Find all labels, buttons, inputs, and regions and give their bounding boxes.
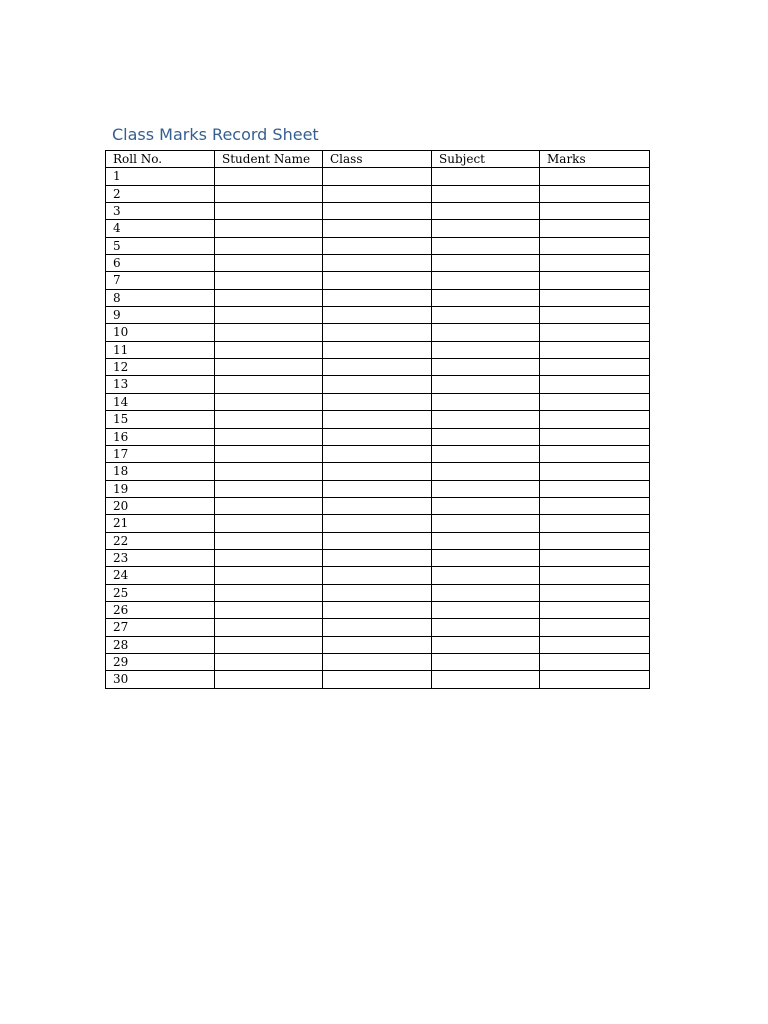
subject-cell: [432, 185, 540, 202]
table-row: [106, 393, 650, 410]
table-row: [106, 376, 650, 393]
class-cell: [323, 220, 432, 237]
marks-cell: [540, 203, 650, 220]
student-name-cell: [215, 515, 323, 532]
subject-cell: [432, 532, 540, 549]
header-subject: Subject: [432, 151, 540, 168]
marks-cell: [540, 636, 650, 653]
class-cell: [323, 480, 432, 497]
roll-no-cell: 14: [106, 393, 215, 410]
roll-no-cell: 10: [106, 324, 215, 341]
class-cell: [323, 341, 432, 358]
subject-cell: [432, 463, 540, 480]
marks-cell: [540, 237, 650, 254]
student-name-cell: [215, 341, 323, 358]
marks-cell: [540, 376, 650, 393]
table-row: [106, 480, 650, 497]
table-row: [106, 515, 650, 532]
student-name-cell: [215, 497, 323, 514]
table-row: [106, 220, 650, 237]
class-cell: [323, 584, 432, 601]
class-cell: [323, 237, 432, 254]
class-cell: [323, 255, 432, 272]
subject-cell: [432, 584, 540, 601]
student-name-cell: [215, 393, 323, 410]
student-name-cell: [215, 289, 323, 306]
marks-cell: [540, 653, 650, 670]
student-name-cell: [215, 671, 323, 688]
roll-no-cell: 19: [106, 480, 215, 497]
header-student-name: Student Name: [215, 151, 323, 168]
student-name-cell: [215, 168, 323, 185]
subject-cell: [432, 393, 540, 410]
subject-cell: [432, 671, 540, 688]
table-row: [106, 636, 650, 653]
roll-no-cell: 6: [106, 255, 215, 272]
marks-cell: [540, 220, 650, 237]
student-name-cell: [215, 549, 323, 566]
class-cell: [323, 324, 432, 341]
table-row: [106, 324, 650, 341]
student-name-cell: [215, 255, 323, 272]
student-name-cell: [215, 445, 323, 462]
table-row: [106, 601, 650, 618]
header-roll-no: Roll No.: [106, 151, 215, 168]
subject-cell: [432, 289, 540, 306]
subject-cell: [432, 237, 540, 254]
roll-no-cell: 15: [106, 411, 215, 428]
class-cell: [323, 203, 432, 220]
marks-cell: [540, 411, 650, 428]
class-cell: [323, 289, 432, 306]
marks-cell: [540, 307, 650, 324]
student-name-cell: [215, 307, 323, 324]
table-row: [106, 272, 650, 289]
class-cell: [323, 497, 432, 514]
header-class: Class: [323, 151, 432, 168]
class-cell: [323, 601, 432, 618]
marks-cell: [540, 480, 650, 497]
roll-no-cell: 17: [106, 445, 215, 462]
student-name-cell: [215, 359, 323, 376]
roll-no-cell: 27: [106, 619, 215, 636]
roll-no-cell: 4: [106, 220, 215, 237]
student-name-cell: [215, 203, 323, 220]
marks-cell: [540, 497, 650, 514]
page-title: Class Marks Record Sheet: [112, 125, 319, 144]
class-cell: [323, 515, 432, 532]
subject-cell: [432, 307, 540, 324]
marks-record-table: [105, 150, 650, 689]
class-cell: [323, 359, 432, 376]
subject-cell: [432, 203, 540, 220]
marks-cell: [540, 324, 650, 341]
table-row: [106, 532, 650, 549]
subject-cell: [432, 567, 540, 584]
marks-cell: [540, 463, 650, 480]
table-header-row: [106, 151, 650, 168]
table-row: [106, 497, 650, 514]
table-row: [106, 653, 650, 670]
marks-cell: [540, 272, 650, 289]
table-body: [106, 168, 650, 688]
roll-no-cell: 30: [106, 671, 215, 688]
table-row: [106, 341, 650, 358]
class-cell: [323, 653, 432, 670]
student-name-cell: [215, 220, 323, 237]
table-row: [106, 255, 650, 272]
marks-cell: [540, 549, 650, 566]
class-cell: [323, 636, 432, 653]
roll-no-cell: 11: [106, 341, 215, 358]
marks-cell: [540, 168, 650, 185]
header-marks: Marks: [540, 151, 650, 168]
subject-cell: [432, 220, 540, 237]
subject-cell: [432, 411, 540, 428]
class-cell: [323, 619, 432, 636]
marks-cell: [540, 601, 650, 618]
subject-cell: [432, 272, 540, 289]
marks-cell: [540, 671, 650, 688]
class-cell: [323, 411, 432, 428]
table-row: [106, 428, 650, 445]
student-name-cell: [215, 601, 323, 618]
roll-no-cell: 16: [106, 428, 215, 445]
table-row: [106, 168, 650, 185]
subject-cell: [432, 601, 540, 618]
roll-no-cell: 18: [106, 463, 215, 480]
table-row: [106, 307, 650, 324]
subject-cell: [432, 515, 540, 532]
class-cell: [323, 168, 432, 185]
student-name-cell: [215, 411, 323, 428]
student-name-cell: [215, 324, 323, 341]
subject-cell: [432, 341, 540, 358]
subject-cell: [432, 619, 540, 636]
class-cell: [323, 671, 432, 688]
subject-cell: [432, 480, 540, 497]
subject-cell: [432, 497, 540, 514]
roll-no-cell: 24: [106, 567, 215, 584]
student-name-cell: [215, 428, 323, 445]
roll-no-cell: 26: [106, 601, 215, 618]
student-name-cell: [215, 584, 323, 601]
table-row: [106, 549, 650, 566]
student-name-cell: [215, 636, 323, 653]
student-name-cell: [215, 480, 323, 497]
marks-cell: [540, 341, 650, 358]
student-name-cell: [215, 619, 323, 636]
marks-cell: [540, 359, 650, 376]
marks-cell: [540, 393, 650, 410]
table-row: [106, 185, 650, 202]
class-cell: [323, 549, 432, 566]
roll-no-cell: 13: [106, 376, 215, 393]
marks-cell: [540, 567, 650, 584]
marks-cell: [540, 428, 650, 445]
roll-no-cell: 2: [106, 185, 215, 202]
table-row: [106, 567, 650, 584]
marks-cell: [540, 445, 650, 462]
roll-no-cell: 7: [106, 272, 215, 289]
student-name-cell: [215, 237, 323, 254]
roll-no-cell: 22: [106, 532, 215, 549]
roll-no-cell: 21: [106, 515, 215, 532]
subject-cell: [432, 428, 540, 445]
class-cell: [323, 307, 432, 324]
student-name-cell: [215, 463, 323, 480]
subject-cell: [432, 324, 540, 341]
marks-cell: [540, 619, 650, 636]
table-row: [106, 445, 650, 462]
table-row: [106, 411, 650, 428]
table-row: [106, 203, 650, 220]
class-cell: [323, 532, 432, 549]
marks-cell: [540, 515, 650, 532]
class-cell: [323, 376, 432, 393]
table-row: [106, 463, 650, 480]
roll-no-cell: 20: [106, 497, 215, 514]
class-cell: [323, 445, 432, 462]
roll-no-cell: 1: [106, 168, 215, 185]
roll-no-cell: 29: [106, 653, 215, 670]
subject-cell: [432, 653, 540, 670]
class-cell: [323, 428, 432, 445]
table-row: [106, 289, 650, 306]
table-row: [106, 584, 650, 601]
roll-no-cell: 28: [106, 636, 215, 653]
class-cell: [323, 185, 432, 202]
subject-cell: [432, 359, 540, 376]
class-cell: [323, 567, 432, 584]
student-name-cell: [215, 532, 323, 549]
roll-no-cell: 8: [106, 289, 215, 306]
subject-cell: [432, 376, 540, 393]
subject-cell: [432, 255, 540, 272]
marks-cell: [540, 584, 650, 601]
marks-cell: [540, 289, 650, 306]
subject-cell: [432, 168, 540, 185]
roll-no-cell: 5: [106, 237, 215, 254]
subject-cell: [432, 636, 540, 653]
subject-cell: [432, 549, 540, 566]
marks-cell: [540, 532, 650, 549]
class-cell: [323, 463, 432, 480]
table-row: [106, 671, 650, 688]
student-name-cell: [215, 376, 323, 393]
roll-no-cell: 9: [106, 307, 215, 324]
student-name-cell: [215, 272, 323, 289]
roll-no-cell: 23: [106, 549, 215, 566]
marks-cell: [540, 185, 650, 202]
roll-no-cell: 3: [106, 203, 215, 220]
class-cell: [323, 393, 432, 410]
class-cell: [323, 272, 432, 289]
roll-no-cell: 25: [106, 584, 215, 601]
table-row: [106, 237, 650, 254]
subject-cell: [432, 445, 540, 462]
marks-cell: [540, 255, 650, 272]
table-row: [106, 359, 650, 376]
table-row: [106, 619, 650, 636]
student-name-cell: [215, 567, 323, 584]
student-name-cell: [215, 653, 323, 670]
roll-no-cell: 12: [106, 359, 215, 376]
student-name-cell: [215, 185, 323, 202]
